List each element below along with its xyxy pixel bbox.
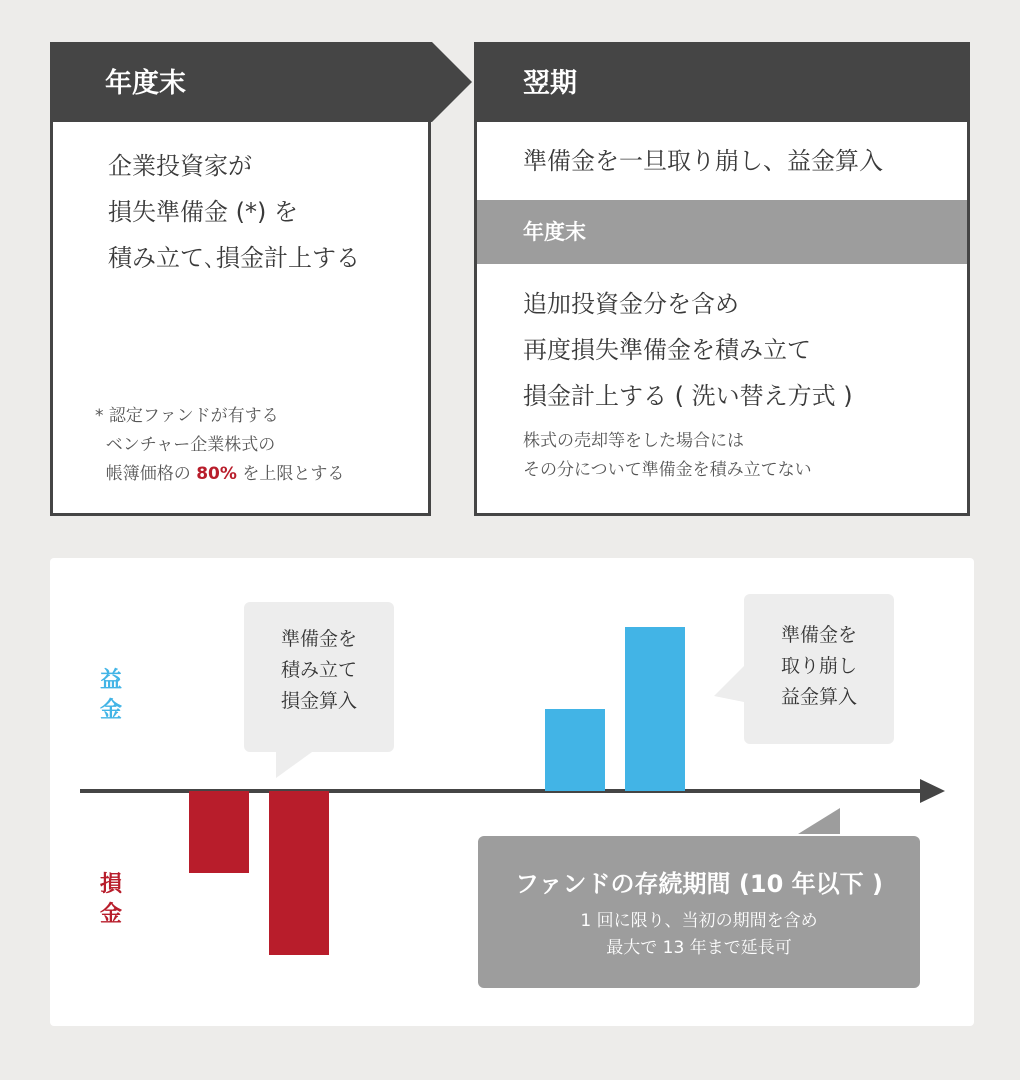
gain-label: 益 金 — [99, 668, 122, 723]
footnote-prefix: 帳簿価格の — [95, 464, 197, 484]
sale-note-line-1: 株式の売却等をした場合には — [523, 431, 744, 451]
sale-note-line-2: その分について準備金を積み立てない — [523, 460, 812, 480]
year-end-panel — [50, 42, 431, 516]
footnote-percentage: 80% — [196, 464, 237, 484]
reversal-text: 準備金を一旦取り崩し、益金算入 — [523, 147, 883, 175]
next-period-panel — [474, 42, 970, 516]
fund-duration-note — [478, 908, 920, 962]
bubble-left-text: 準備金を 積み立て 損金算入 — [280, 628, 357, 712]
next-line-1: 追加投資金分を含め — [523, 290, 739, 318]
year-end-header: 年度末 — [53, 45, 428, 122]
loss-bar-2 — [269, 791, 329, 955]
next-period-header: 翌期 — [477, 45, 967, 122]
fund-note-line-2: 最大で 13 年まで延長可 — [606, 938, 792, 958]
bubble-right-text: 準備金を 取り崩し 益金算入 — [780, 624, 857, 708]
gain-bar-1 — [545, 709, 605, 791]
footnote — [95, 402, 344, 489]
next-year-end-subheader: 年度末 — [477, 200, 967, 264]
footnote-line-3 — [95, 460, 344, 489]
chart-card — [50, 558, 974, 1026]
year-end-line-2: 損失準備金 (*) を — [108, 198, 298, 226]
footnote-line-1: * 認定ファンドが有する — [95, 406, 279, 426]
footnote-line-2: ベンチャー企業株式の — [95, 435, 276, 455]
loss-bar-1 — [189, 791, 249, 873]
gain-bar-2 — [625, 627, 685, 791]
year-end-line-1: 企業投資家が — [108, 152, 252, 180]
year-end-line-3: 積み立て､損金計上する — [108, 244, 360, 272]
next-year-end-body — [523, 281, 853, 419]
next-line-2: 再度損失準備金を積み立て — [523, 336, 811, 364]
flow-arrow-icon — [428, 42, 472, 122]
fund-note-line-1: 1 回に限り、当初の期間を含め — [580, 911, 818, 931]
fund-duration-title: ファンドの存続期間 (10 年以下 ) — [515, 870, 883, 898]
loss-label: 損 金 — [99, 872, 122, 927]
year-end-body — [108, 143, 360, 281]
sale-note — [523, 427, 812, 485]
footnote-suffix: を上限とする — [236, 464, 345, 484]
next-line-3: 損金計上する ( 洗い替え方式 ) — [523, 382, 853, 410]
